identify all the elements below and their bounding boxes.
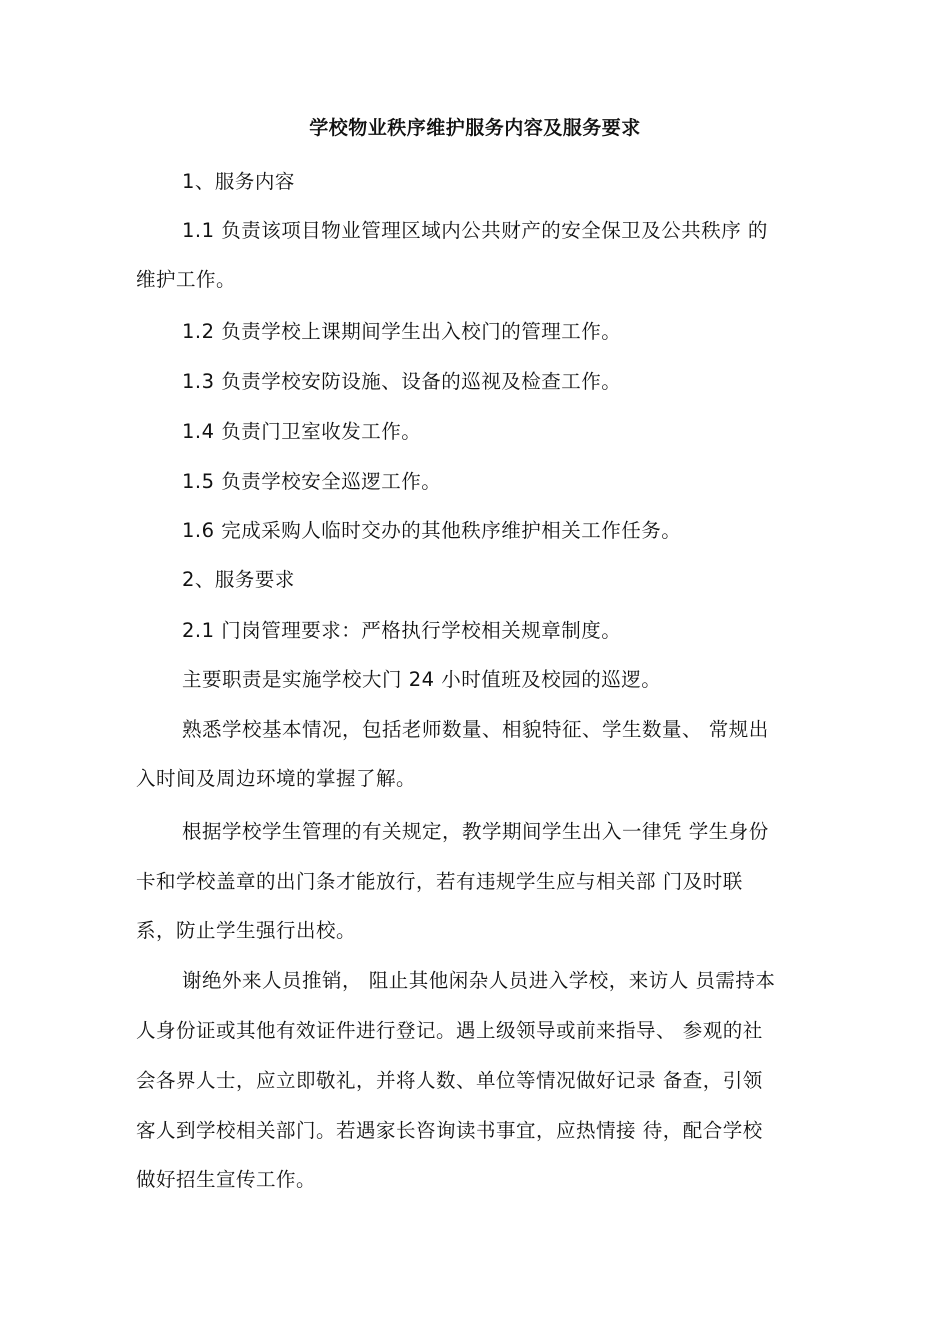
paragraph-line: 熟悉学校基本情况，包括老师数量、相貌特征、学生数量、 常规出 — [182, 718, 769, 741]
paragraph-line: 维护工作。 — [136, 268, 237, 291]
paragraph-line: 主要职责是实施学校大门 24 小时值班及校园的巡逻。 — [182, 668, 662, 691]
paragraph-line: 1.3 负责学校安防设施、设备的巡视及检查工作。 — [182, 370, 622, 393]
paragraph-line: 卡和学校盖章的出门条才能放行，若有违规学生应与相关部 门及时联 — [136, 870, 743, 893]
paragraph-line: 1.1 负责该项目物业管理区域内公共财产的安全保卫及公共秩序 的 — [182, 219, 768, 242]
paragraph-line: 入时间及周边环境的掌握了解。 — [136, 767, 417, 790]
section-heading-service-content: 1、服务内容 — [182, 170, 295, 193]
paragraph-line: 系，防止学生强行出校。 — [136, 919, 357, 942]
paragraph-line: 做好招生宣传工作。 — [136, 1168, 317, 1191]
paragraph-line: 客人到学校相关部门。若遇家长咨询读书事宜，应热情接 待，配合学校 — [136, 1119, 763, 1142]
paragraph-line: 人身份证或其他有效证件进行登记。遇上级领导或前来指导、 参观的社 — [136, 1019, 763, 1042]
paragraph-line: 1.5 负责学校安全巡逻工作。 — [182, 470, 442, 493]
paragraph-line: 1.6 完成采购人临时交办的其他秩序维护相关工作任务。 — [182, 519, 682, 542]
document-title: 学校物业秩序维护服务内容及服务要求 — [309, 117, 641, 139]
paragraph-line: 1.2 负责学校上课期间学生出入校门的管理工作。 — [182, 320, 622, 343]
paragraph-line: 根据学校学生管理的有关规定，教学期间学生出入一律凭 学生身份 — [182, 820, 769, 843]
section-heading-service-requirements: 2、服务要求 — [182, 568, 295, 591]
paragraph-line: 2.1 门岗管理要求：严格执行学校相关规章制度。 — [182, 619, 622, 642]
paragraph-line: 会各界人士，应立即敬礼，并将人数、单位等情况做好记录 备查，引领 — [136, 1069, 763, 1092]
paragraph-line: 1.4 负责门卫室收发工作。 — [182, 420, 422, 443]
paragraph-line: 谢绝外来人员推销， 阻止其他闲杂人员进入学校，来访人 员需持本 — [182, 969, 776, 992]
